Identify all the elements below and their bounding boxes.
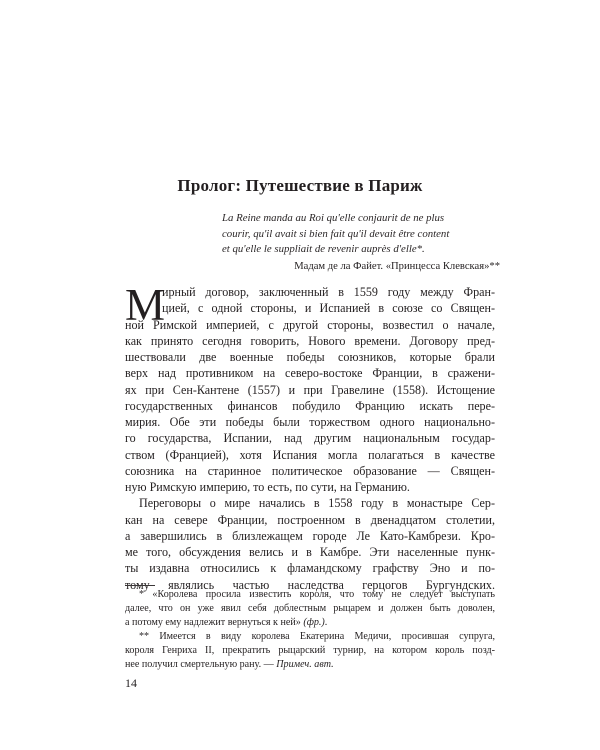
footnote-period: .	[324, 617, 328, 629]
body-line: верх над противником на северо-востоке Франции, в сражени-	[125, 366, 495, 381]
footnote-rule	[125, 585, 155, 586]
body-line: ирный договор, заключенный в 1559 году между Фран-	[162, 285, 495, 299]
epigraph-line: La Reine manda au Roi qu'elle conjaurit de ne plus	[222, 212, 445, 224]
epigraph-line: et qu'elle le suppliait de revenir auprès d'elle*.	[222, 243, 425, 256]
body-line: цией, с одной стороны, и Испанией в союзе со Священ-	[162, 301, 495, 316]
body-line: ты издавна относились к фламандскому графству Эно и по-	[125, 561, 495, 576]
body-line: тому являлись частью наследства герцогов Бургундских.	[125, 577, 495, 592]
body-line: ную Римскую империю, то есть, по сути, на Германию.	[125, 480, 410, 494]
body-line: го государства, Испании, над другим национальным государ-	[125, 431, 495, 446]
epigraph-line: courir, qu'il avait si bien fait qu'il devait être content	[222, 227, 450, 240]
footnote-author-note: Примеч. авт.	[276, 659, 334, 671]
footnote-line: ** Имеется в виду королева Екатерина Медичи, просившая супруга,	[139, 631, 495, 643]
body-line: союзника на старинное политическое образование — Священ-	[125, 463, 495, 478]
footnote-line	[125, 658, 495, 672]
body-line: государственных финансов побудило Францию искать пере-	[125, 398, 495, 413]
footnotes	[125, 588, 495, 673]
body-line: шествовали две военные победы союзников, которые брали	[125, 350, 495, 364]
body-line: ством (Францией), хотя Испания могла полагаться в качестве	[125, 447, 495, 462]
body-line: ной Римской империей, с другой стороны, возвестил о начале,	[125, 317, 495, 332]
chapter-title: Пролог: Путешествие в Париж	[177, 176, 423, 195]
footnote-language-tag: (фр.)	[303, 617, 325, 629]
body-line: ме того, обсуждения велись и в Камбре. Эти населенные пунк-	[125, 545, 495, 559]
body-line: мирия. Обе эти победы были торжеством одного национально-	[125, 415, 495, 429]
epigraph-attribution: Мадам де ла Файет. «Принцесса Клевская»**	[294, 261, 500, 272]
body-line: а завершились в близлежащем городе Ле Като-Камбрези. Кро-	[125, 528, 495, 543]
body-paragraph-1	[125, 280, 495, 593]
page-number: 14	[125, 676, 137, 690]
epigraph	[222, 211, 500, 258]
body-line: ях при Сен-Кантене (1557) и при Гравелине (1558). Истощение	[125, 382, 495, 397]
footnote-line: далее, что он уже явил себя доблестным рыцарем и должен быть доволен,	[125, 603, 495, 615]
body-line: Переговоры о мире начались в 1558 году в монастыре Сер-	[139, 496, 495, 511]
footnote-text: нее получил смертельную рану. —	[125, 659, 274, 671]
footnote-text: а потому ему надлежит вернуться к ней»	[125, 617, 301, 629]
footnote-line: * «Королева просила известить короля, что тому не следует выступать	[139, 589, 495, 600]
body-line: кан на севере Франции, построенном в двенадцатом столетии,	[125, 512, 495, 527]
body-line: как принято сегодня говорить, Нового времени. Договору пред-	[125, 333, 495, 348]
footnote-line	[125, 616, 495, 630]
drop-cap: М	[125, 280, 166, 330]
footnote-line: короля Генриха II, прекратить рыцарский турнир, на котором король позд-	[125, 645, 495, 657]
